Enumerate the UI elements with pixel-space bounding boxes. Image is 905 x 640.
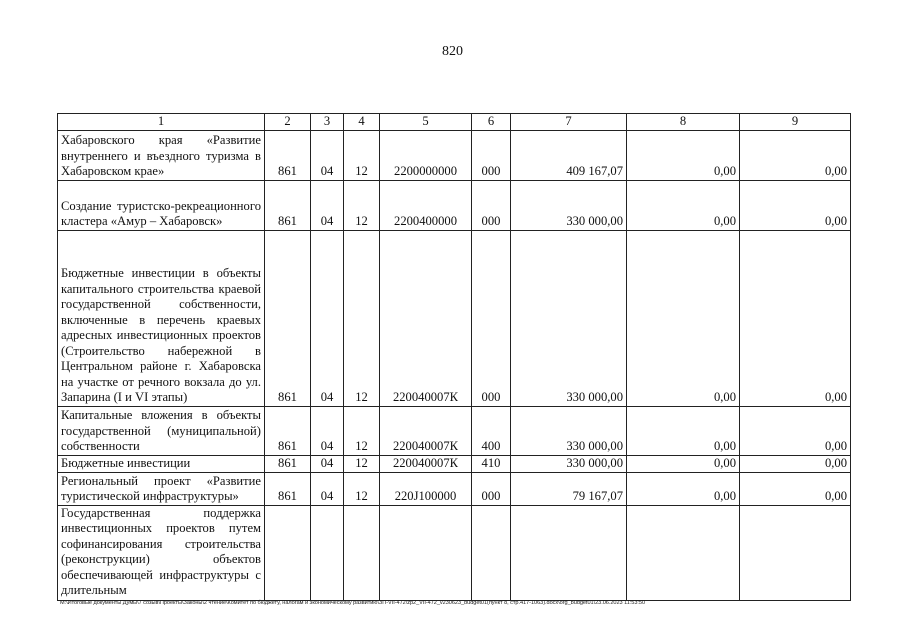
header-cell: 2	[265, 114, 311, 131]
table-row	[58, 505, 851, 600]
table-row	[58, 130, 851, 180]
cell-admin-code: 861	[265, 406, 311, 455]
cell-amount-2: 0,00	[627, 230, 740, 406]
cell-expense-type: 000	[472, 180, 511, 230]
page-number: 820	[442, 44, 463, 59]
row-name: Хабаровского края «Развитие внутреннего и въездного туризма в Хабаровском крае»	[58, 130, 265, 180]
cell-section: 04	[311, 230, 344, 406]
cell-section: 04	[311, 180, 344, 230]
header-cell: 5	[380, 114, 472, 131]
cell-amount-3	[740, 505, 851, 600]
table-row	[58, 455, 851, 472]
cell-section: 04	[311, 406, 344, 455]
cell-amount-1: 330 000,00	[511, 230, 627, 406]
cell-amount-2: 0,00	[627, 130, 740, 180]
cell-amount-3: 0,00	[740, 472, 851, 505]
row-name: Региональный проект «Развитие туристической инфраструктуры»	[58, 472, 265, 505]
cell-target-article: 220040007К	[380, 455, 472, 472]
cell-admin-code: 861	[265, 180, 311, 230]
cell-amount-1: 79 167,07	[511, 472, 627, 505]
table-row	[58, 180, 851, 230]
cell-amount-1: 330 000,00	[511, 455, 627, 472]
row-name: Бюджетные инвестиции в объекты капитального строительства краевой государственной собственности, включенные в перечень краевых адресных инвестиционных проектов (Строительство набережной в Центральном районе г. Хабаровска на участке от речного вокзала до ул. Запарина (I и VI этапы)	[58, 230, 265, 406]
cell-target-article: 2200000000	[380, 130, 472, 180]
header-cell: 6	[472, 114, 511, 131]
cell-amount-1: 409 167,07	[511, 130, 627, 180]
header-row	[58, 114, 851, 131]
cell-admin-code: 861	[265, 455, 311, 472]
header-cell: 1	[58, 114, 265, 131]
header-cell: 4	[344, 114, 380, 131]
cell-expense-type: 000	[472, 130, 511, 180]
cell-amount-2: 0,00	[627, 406, 740, 455]
cell-subsection: 12	[344, 180, 380, 230]
cell-subsection: 12	[344, 130, 380, 180]
cell-amount-3: 0,00	[740, 455, 851, 472]
cell-amount-3: 0,00	[740, 180, 851, 230]
budget-table	[57, 113, 851, 601]
cell-expense-type: 400	[472, 406, 511, 455]
header-cell: 8	[627, 114, 740, 131]
cell-amount-2	[627, 505, 740, 600]
header-cell: 7	[511, 114, 627, 131]
table-row	[58, 230, 851, 406]
cell-target-article: 220040007К	[380, 406, 472, 455]
cell-subsection	[344, 505, 380, 600]
cell-section: 04	[311, 455, 344, 472]
cell-amount-3: 0,00	[740, 406, 851, 455]
row-name: Бюджетные инвестиции	[58, 455, 265, 472]
cell-amount-2: 0,00	[627, 472, 740, 505]
cell-admin-code: 861	[265, 130, 311, 180]
cell-expense-type: 410	[472, 455, 511, 472]
cell-amount-2: 0,00	[627, 455, 740, 472]
header-cell: 3	[311, 114, 344, 131]
cell-section: 04	[311, 130, 344, 180]
cell-subsection: 12	[344, 455, 380, 472]
document-path-footer: M:\Итоговые документы Думы\7 созыв\Проекты\Законы\2 чтение\Комитет по бюджету, налогам и экономическому развитию\ЗП-VII-472\zp2_VII-472_v230623_budget01(пункт 8, стр.417-1063).docx\org_budget01\23.06.2023 11:53:50	[60, 600, 646, 606]
row-name: Капитальные вложения в объекты государственной (муниципальной) собственности	[58, 406, 265, 455]
cell-expense-type: 000	[472, 472, 511, 505]
table-row	[58, 406, 851, 455]
cell-admin-code	[265, 505, 311, 600]
cell-subsection: 12	[344, 406, 380, 455]
cell-amount-2: 0,00	[627, 180, 740, 230]
row-name: Государственная поддержка инвестиционных проектов путем софинансирования строительства (реконструкции) объектов обеспечивающей инфраструктуры с длительным	[58, 505, 265, 600]
cell-target-article	[380, 505, 472, 600]
cell-target-article: 220J100000	[380, 472, 472, 505]
cell-section: 04	[311, 472, 344, 505]
cell-amount-1: 330 000,00	[511, 406, 627, 455]
table-row	[58, 472, 851, 505]
cell-amount-3: 0,00	[740, 130, 851, 180]
cell-subsection: 12	[344, 230, 380, 406]
cell-amount-1	[511, 505, 627, 600]
cell-expense-type	[472, 505, 511, 600]
cell-amount-1: 330 000,00	[511, 180, 627, 230]
cell-admin-code: 861	[265, 230, 311, 406]
cell-subsection: 12	[344, 472, 380, 505]
cell-amount-3: 0,00	[740, 230, 851, 406]
header-cell: 9	[740, 114, 851, 131]
row-name: Создание туристско-рекреационного кластера «Амур – Хабаровск»	[58, 180, 265, 230]
cell-expense-type: 000	[472, 230, 511, 406]
cell-target-article: 2200400000	[380, 180, 472, 230]
cell-admin-code: 861	[265, 472, 311, 505]
cell-target-article: 220040007К	[380, 230, 472, 406]
cell-section	[311, 505, 344, 600]
